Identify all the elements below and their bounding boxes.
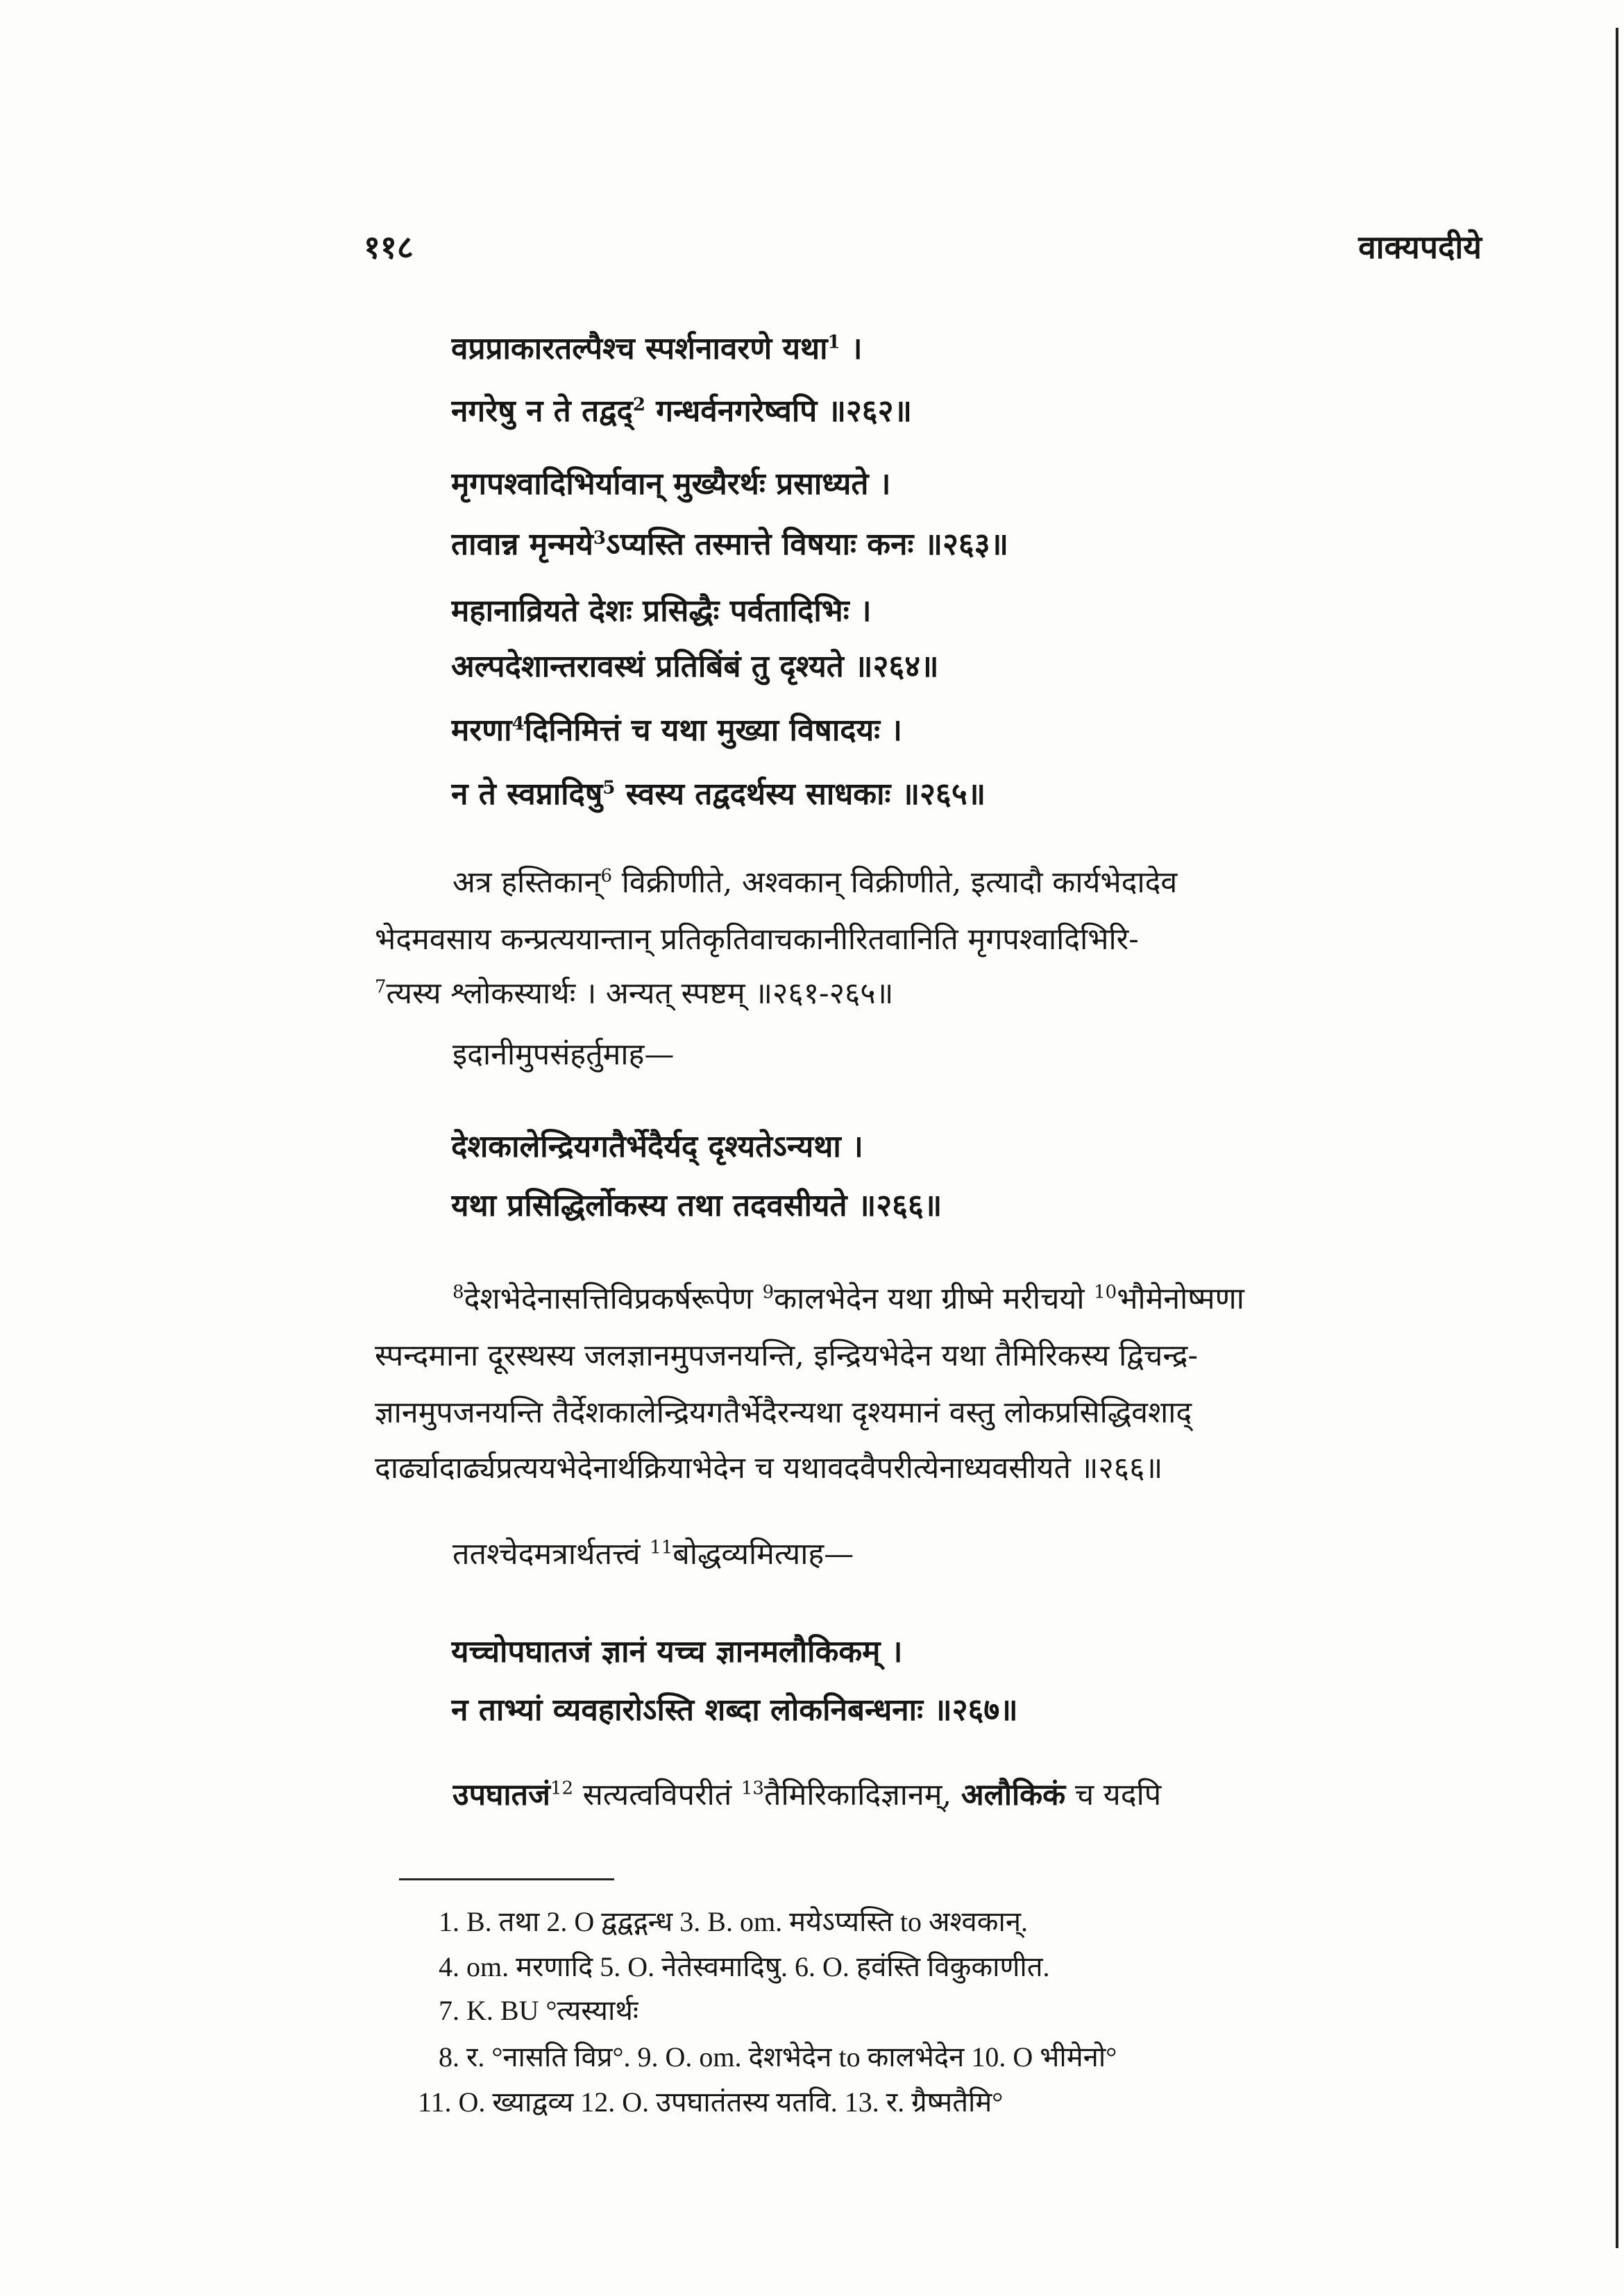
footnote-line: 7. K. BU °त्यस्यार्थः — [439, 1995, 639, 2026]
page-edge-line — [1616, 28, 1618, 2248]
commentary-line: स्पन्दमाना दूरस्थस्य जलज्ञानमुपजनयन्ति, इन्द्रियभेदेन यथा तैमिरिकस्य द्विचन्द्र- — [375, 1338, 1198, 1373]
verse-line: मृगपश्वादिभिर्यावान् मुख्यैरर्थः प्रसाध्यते । — [451, 466, 891, 502]
commentary-intro: ततश्चेदमत्रार्थतत्त्वं $^{11}$बोद्धव्यमित्याह— — [452, 1537, 854, 1572]
verse-line: यच्चोपघातजं ज्ञानं यच्च ज्ञानमलौकिकम् । — [451, 1634, 903, 1669]
verse-line: महानाव्रियते देशः प्रसिद्धैः पर्वतादिभिः । — [451, 593, 872, 629]
verse-line: वप्रप्राकारतल्पैश्च स्पर्शनावरणे यथा$^1$ । — [451, 331, 863, 366]
verse-line: देशकालेन्द्रियगतैर्भेदैर्यद् दृश्यतेऽन्यथा । — [451, 1129, 863, 1164]
verse-line: यथा प्रसिद्धिर्लोकस्य तथा तदवसीयते ॥२६६॥ — [451, 1188, 942, 1223]
verse-line: न ताभ्यां व्यवहारोऽस्ति शब्दा लोकनिबन्धनाः ॥२६७॥ — [451, 1692, 1018, 1728]
footnote-line: 4. om. मरणादि 5. O. नेतेस्वमादिषु. 6. O. हवंस्ति विकुकाणीत. — [439, 1951, 1050, 1982]
commentary-line: अत्र हस्तिकान्$^6$ विक्रीणीते, अश्वकान् विक्रीणीते, इत्यादौ कार्यभेदादेव — [452, 865, 1178, 900]
verse-line: तावान्न मृन्मये$^3$ऽप्यस्ति तस्मात्ते विषयाः कनः ॥२६३॥ — [451, 527, 1009, 562]
verse-line: नगरेषु न ते तद्वद्$^2$ गन्धर्वनगरेष्वपि ॥२६२॥ — [451, 393, 912, 429]
footnote-line: 1. B. तथा 2. O द्वद्वद्गन्ध 3. B. om. मयेऽप्यस्ति to अश्वकान्. — [439, 1906, 1029, 1937]
verse-line: मरणा$^4$दिनिमित्तं च यथा मुख्या विषादयः । — [451, 713, 902, 748]
page-number: ११८ — [364, 228, 414, 266]
running-head: वाक्यपदीये — [1358, 228, 1482, 266]
verse-line: न ते स्वप्नादिषु$^5$ स्वस्य तद्वदर्थस्य साधकाः ॥२६५॥ — [451, 776, 986, 812]
commentary-line: $^8$देशभेदेनासत्तिविप्रकर्षरूपेण $^9$कालभेदेन यथा ग्रीष्मे मरीचयो $^{10}$भौमेनोष्मणा — [452, 1282, 1244, 1316]
footnote-line: 8. र. °नासति विप्र°. 9. O. om. देशभेदेन to कालभेदेन 10. O भीमेनो° — [439, 2041, 1117, 2073]
commentary-line: ज्ञानमुपजनयन्ति तैर्देशकालेन्द्रियगतैर्भेदैरन्यथा दृश्यमानं वस्तु लोकप्रसिद्धिवशाद् — [375, 1395, 1192, 1430]
footnote-separator — [399, 1878, 614, 1880]
commentary-line: दार्ढ्यादार्ढ्यप्रत्ययभेदेनार्थक्रियाभेदेन च यथावदवैपरीत्येनाध्यवसीयते ॥२६६॥ — [375, 1451, 1163, 1486]
footnote-line: 11. O. ख्याद्वव्य 12. O. उपघातंतस्य यतवि. 13. र. ग्रैष्मतैमि° — [418, 2086, 1004, 2118]
commentary-line: $^7$त्यस्य श्लोकस्यार्थः । अन्यत् स्पष्टम् ॥२६१-२६५॥ — [375, 976, 894, 1011]
commentary-line: भेदमवसाय कन्प्रत्ययान्तान् प्रतिकृतिवाचकानीरितवानिति मृगपश्वादिभिरि- — [375, 922, 1139, 957]
commentary-intro: इदानीमुपसंहर्तुमाह— — [452, 1037, 675, 1072]
commentary-line: उपघातजं$^{12}$ सत्यत्वविपरीतं $^{13}$तैमिरिकादिज्ञानम्, अलौकिकं च यदपि — [452, 1778, 1162, 1812]
page-header — [0, 222, 1624, 271]
verse-line: अल्पदेशान्तरावस्थं प्रतिबिंबं तु दृश्यते ॥२६४॥ — [451, 649, 939, 684]
